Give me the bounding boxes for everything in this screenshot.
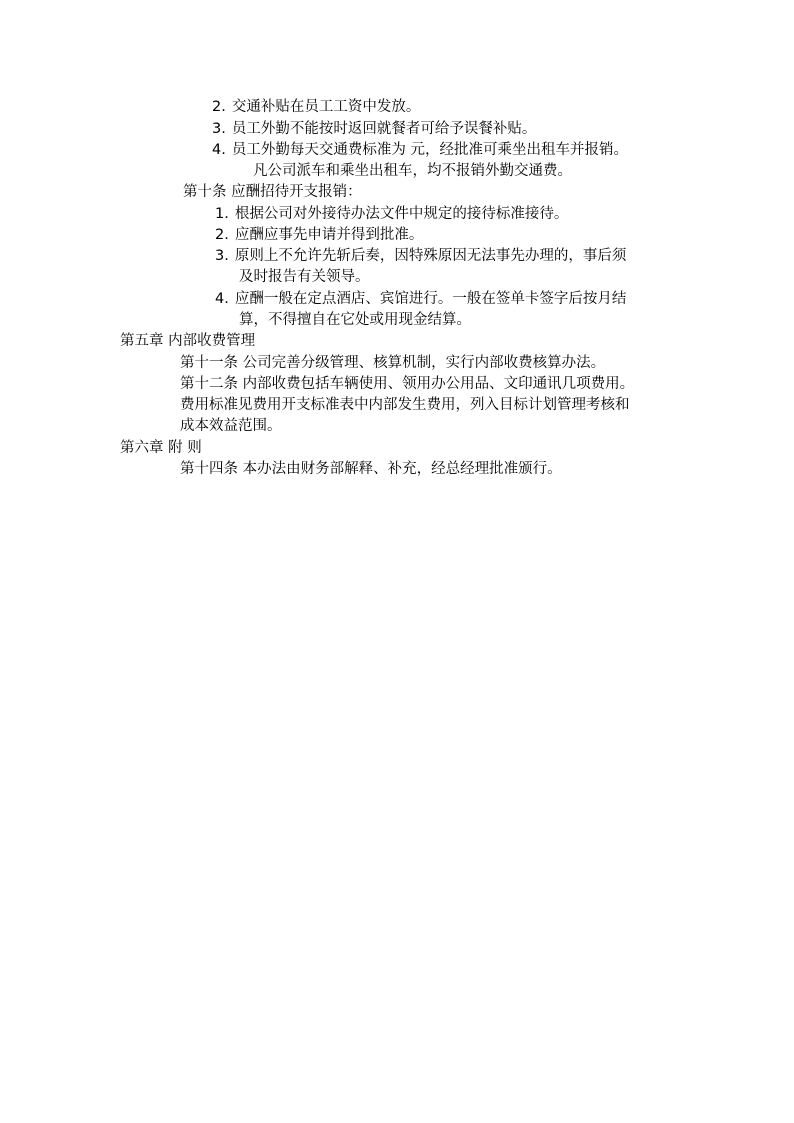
list-number: 4. [215, 291, 229, 307]
article-text: 第十二条 内部收费包括车辆使用、领用办公用品、文印通讯几项费用。 [180, 376, 635, 392]
list-text: 根据公司对外接待办法文件中规定的接待标准接待。 [234, 206, 569, 222]
list-item [215, 204, 568, 224]
article-continuation: 成本效益范围。 [180, 418, 282, 434]
article-heading: 第十条 应酬招待开支报销： [183, 184, 362, 200]
list-text: 应酬一般在定点酒店、宾馆进行。一般在签单卡签字后按月结 [234, 291, 627, 307]
chapter-heading: 第六章 附 则 [120, 440, 202, 456]
list-number: 4. [212, 142, 226, 158]
list-text: 交通补贴在员工工资中发放。 [231, 99, 421, 115]
list-number: 2. [215, 227, 229, 243]
list-item [215, 225, 423, 245]
list-text: 原则上不允许先斩后奏，因特殊原因无法事先办理的，事后须 [234, 248, 627, 264]
list-item-continuation: 及时报告有关领导。 [239, 269, 370, 285]
list-number: 3. [215, 248, 229, 264]
list-item-continuation: 算，不得擅自在它处或用现金结算。 [239, 312, 471, 328]
article-continuation: 费用标准见费用开支标准表中内部发生费用，列入目标计划管理考核和 [180, 397, 630, 413]
article-text: 第十四条 本办法由财务部解释、补充，经总经理批准颁行。 [180, 461, 562, 477]
article-text: 第十一条 公司完善分级管理、核算机制，实行内部收费核算办法。 [180, 355, 606, 371]
list-number: 3. [212, 121, 226, 137]
list-item [212, 140, 628, 160]
list-item [215, 289, 626, 309]
chapter-heading: 第五章 内部收费管理 [120, 333, 256, 349]
list-item [215, 246, 626, 266]
list-item-continuation: 凡公司派车和乘坐出租车，均不报销外勤交通费。 [253, 163, 572, 179]
list-item [212, 97, 420, 117]
list-text: 员工外勤不能按时返回就餐者可给予误餐补贴。 [231, 121, 537, 137]
list-text: 员工外勤每天交通费标准为 元，经批准可乘坐出租车并报销。 [231, 142, 628, 158]
list-number: 2. [212, 99, 226, 115]
list-item [212, 119, 536, 139]
list-text: 应酬应事先申请并得到批准。 [234, 227, 424, 243]
list-number: 1. [215, 206, 229, 222]
